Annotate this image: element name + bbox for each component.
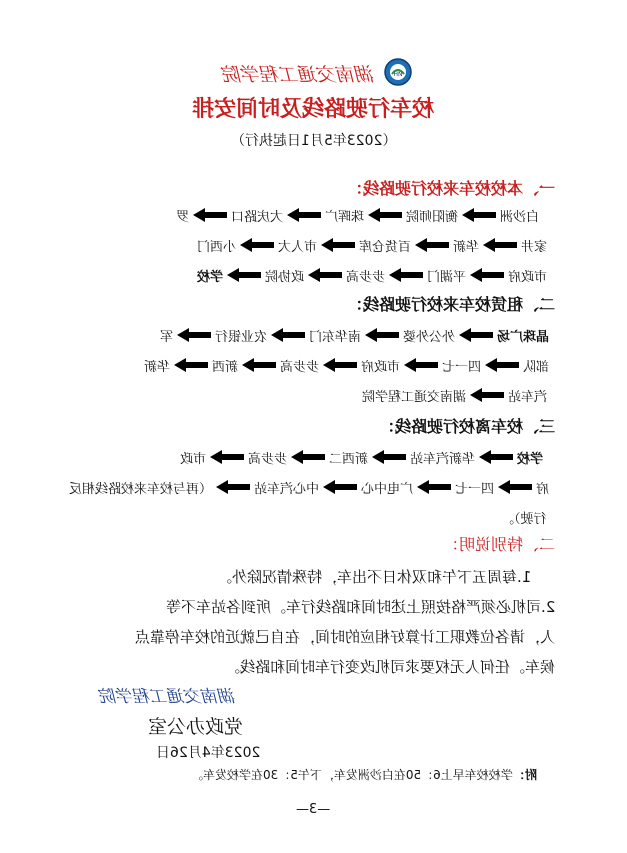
route-stop: 市政府 (507, 269, 547, 285)
route-stop: 广电中心 (360, 481, 413, 497)
left-arrow-icon (372, 450, 406, 464)
route-stop: 政协院 (264, 269, 304, 285)
left-arrow-icon (323, 480, 357, 494)
route-row (69, 476, 549, 498)
route-stop: 华新汽车站 (409, 451, 475, 467)
route-stop: 学校 (196, 269, 223, 285)
route-stop: 汽车站 (507, 389, 547, 405)
svg-text:HN: HN (393, 71, 403, 78)
route-stop: 农业银行 (214, 329, 267, 345)
route-row (197, 264, 547, 286)
left-arrow-icon (308, 268, 342, 282)
left-arrow-icon (389, 268, 423, 282)
route-stop: 部队 (522, 359, 549, 375)
left-arrow-icon (271, 328, 305, 342)
route-stop: 新西二 (328, 451, 368, 467)
section-three-heading: 三、校车离校行驶路线： (378, 417, 555, 436)
route-stop: 市人大 (277, 239, 317, 255)
route-stop: 步步高 (247, 451, 287, 467)
section-one-heading: 一、本校校车来校行驶路线： (346, 179, 555, 198)
signature-date: 2023年4月26日 (156, 745, 261, 761)
left-arrow-icon (415, 238, 449, 252)
left-arrow-icon (193, 208, 227, 222)
route-stop: 晶珠广场 (496, 329, 549, 345)
left-arrow-icon (459, 328, 493, 342)
route-stop: 外公外婆 (402, 329, 455, 345)
left-arrow-icon (365, 328, 399, 342)
notes-line: 人，请各位教职工计算好相应的时间，在自己就近的校车停靠点 (134, 628, 555, 646)
route-stop: 步步高 (279, 359, 319, 375)
footnote-label: 附： (512, 768, 537, 782)
route-row (197, 234, 547, 256)
route-row (362, 384, 547, 406)
route-row (144, 354, 549, 376)
college-logo (384, 58, 412, 86)
left-arrow-icon (470, 268, 504, 282)
route-stop: 华新 (143, 359, 170, 375)
left-arrow-icon (242, 358, 276, 372)
route-stop: 珠晖广 (324, 209, 364, 225)
route-stop: 华新 (452, 239, 479, 255)
left-arrow-icon (174, 358, 208, 372)
route-stop: 四一七 (441, 359, 481, 375)
route-stop: 军 (159, 329, 173, 345)
left-arrow-icon (287, 208, 321, 222)
footnote (191, 766, 537, 783)
left-arrow-icon (177, 328, 211, 342)
route-stop: 平湖门 (426, 269, 466, 285)
left-arrow-icon (291, 450, 325, 464)
header (0, 56, 627, 92)
route-stop: 小西门 (196, 239, 236, 255)
route-row (176, 204, 539, 226)
route-stop: 四一七 (454, 481, 494, 497)
route-stop: 市政 (179, 451, 206, 467)
route-stop: 南华东门 (308, 329, 361, 345)
route-stop: 市政府 (360, 359, 400, 375)
route-row (180, 446, 543, 468)
left-arrow-icon (321, 238, 355, 252)
left-arrow-icon (462, 208, 496, 222)
notes-line: 1.每周五下午和双休日不出车，特殊情况除外。 (216, 568, 531, 586)
notes-line: 2.司机必须严格按照上述时间和路线行车。所到各站车不等 (165, 598, 555, 616)
left-arrow-icon (483, 238, 517, 252)
notes-line: 候车。任何人无权要求司机改变行车时间和路线。 (224, 658, 555, 676)
left-arrow-icon (470, 388, 504, 402)
left-arrow-icon (368, 208, 402, 222)
section-two-heading: 二、租赁校车来校行驶路线： (346, 295, 555, 314)
route-stop: 百货仓库 (358, 239, 411, 255)
left-arrow-icon (479, 450, 513, 464)
page-number: —3— (296, 802, 331, 817)
signature-office: 党政办公室 (148, 716, 244, 738)
college-name-script: 湖南交通工程学院 (222, 64, 375, 86)
left-arrow-icon (240, 238, 274, 252)
left-arrow-icon (485, 358, 519, 372)
left-arrow-icon (323, 358, 357, 372)
left-arrow-icon (404, 358, 438, 372)
route-stop: 步步高 (345, 269, 385, 285)
route-stop: 罗 (175, 209, 189, 225)
route-stop: 衡阳师院 (405, 209, 458, 225)
route-stop: 家井 (520, 239, 547, 255)
route-stop: （再与校车来校路线相反 (68, 481, 212, 497)
left-arrow-icon (498, 480, 532, 494)
route-stop: 湖南交通工程学院 (361, 389, 466, 405)
route-stop: 行驶）。 (501, 512, 547, 527)
route-stop: 白沙洲 (499, 209, 539, 225)
notes-heading: 二、特别说明： (442, 535, 555, 554)
left-arrow-icon (227, 268, 261, 282)
route-stop: 大庆路口 (230, 209, 283, 225)
route-stop: 新西 (211, 359, 238, 375)
footnote-text: 学校校车早上6：50在白沙洲发车，下午5：30在学校发车。 (191, 768, 513, 782)
left-arrow-icon (210, 450, 244, 464)
page-title: 校车行驶路线及时间安排 (192, 97, 435, 122)
route-row (160, 324, 549, 346)
route-stop: 府 (535, 481, 549, 497)
left-arrow-icon (216, 480, 250, 494)
left-arrow-icon (417, 480, 451, 494)
route-stop: 学校 (516, 451, 543, 467)
signature-college-script: 湖南交通工程学院 (100, 687, 236, 707)
route-stop: 中心汽车站 (253, 481, 319, 497)
page-subtitle: （2023年5月1日起执行） (230, 133, 397, 149)
